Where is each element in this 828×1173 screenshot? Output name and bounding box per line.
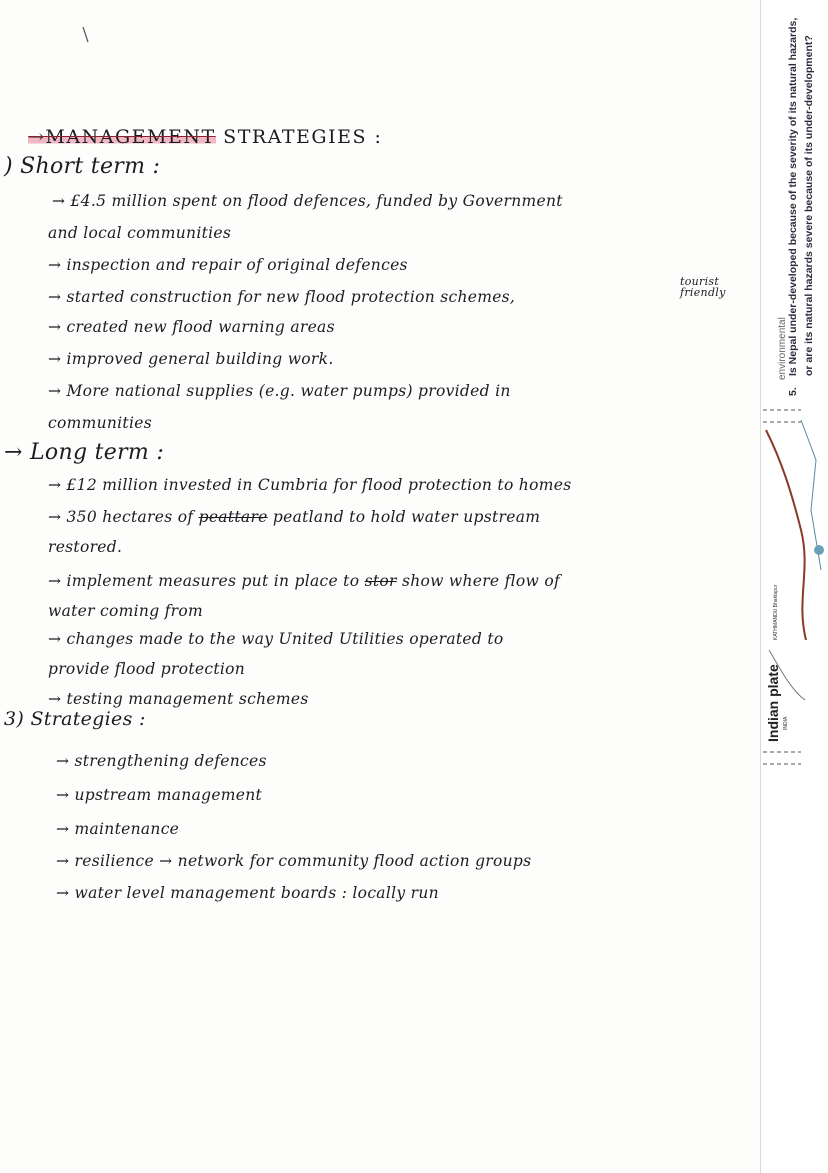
map-sublabel: INDIA (783, 716, 789, 730)
short-term-superscript: tourist friendly (680, 275, 726, 299)
struck-word: peattare (198, 508, 268, 526)
short-term-item: → More national supplies (e.g. water pumps) provided in (48, 382, 511, 400)
strategies-heading: 3) Strategies : (4, 708, 146, 730)
question-line-1: Is Nepal under-developed because of the severity of its natural hazards, (787, 17, 799, 376)
strategy-item: → strengthening defences (56, 752, 267, 770)
title-highlight: →MANAGEMENT (28, 126, 216, 148)
map-plate-label: Indian plate (765, 664, 781, 742)
map-city-label: KATHMANDU Bhaktapur (773, 584, 779, 640)
long-term-item: → changes made to the way United Utilities operated to (48, 630, 504, 648)
long-term-heading: → Long term : (4, 440, 165, 465)
short-term-item: → inspection and repair of original defences (48, 256, 408, 274)
long-term-item: restored. (48, 538, 123, 556)
short-term-item: → started construction for new flood protection schemes, (48, 288, 516, 306)
long-term-item: → 350 hectares of peattare peatland to hold water upstream (48, 508, 541, 526)
struck-word: stor (364, 572, 397, 590)
strategy-item: → resilience → network for community flood action groups (56, 852, 532, 870)
strategy-item: → upstream management (56, 786, 263, 804)
strategy-item: → water level management boards : locally run (56, 884, 439, 902)
notes-title (28, 126, 382, 148)
short-term-heading: ) Short term : (4, 154, 161, 179)
question-number: 5. (787, 387, 799, 396)
adjacent-page-edge (760, 0, 828, 1173)
long-term-item: water coming from (48, 602, 204, 620)
short-term-item: → improved general building work. (48, 350, 334, 368)
short-term-item: → £4.5 million spent on flood defences, funded by Government (52, 192, 563, 210)
long-term-item: → testing management schemes (48, 690, 309, 708)
short-term-item: → created new flood warning areas (48, 318, 335, 336)
section-label: environmental (777, 317, 788, 380)
pencil-mark-icon (82, 26, 90, 44)
long-term-item: → £12 million invested in Cumbria for flood protection to homes (48, 476, 572, 494)
short-term-item: communities (48, 414, 152, 432)
strategy-item: → maintenance (56, 820, 180, 838)
short-term-item: and local communities (48, 224, 232, 242)
long-term-item: → implement measures put in place to stor show where flow of (48, 572, 561, 590)
question-line-2: or are its natural hazards severe because of its under-development? (803, 35, 815, 376)
title-rest: STRATEGIES : (223, 126, 383, 148)
long-term-item: provide flood protection (48, 660, 246, 678)
